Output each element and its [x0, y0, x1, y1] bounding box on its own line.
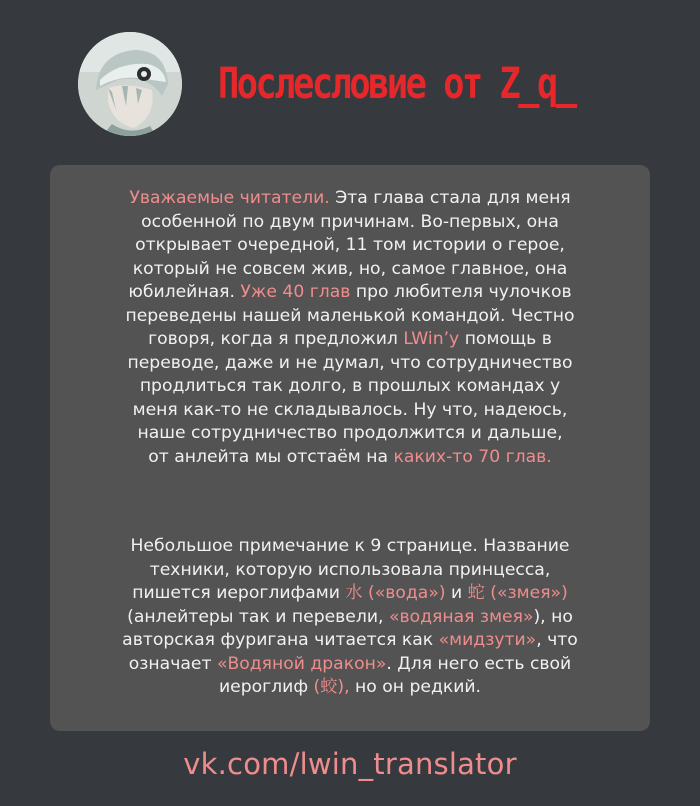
- text-line: [50, 281, 650, 305]
- body-text: и: [445, 583, 468, 603]
- text-line: [50, 629, 650, 653]
- vk-link[interactable]: vk.com/lwin_translator: [183, 747, 517, 781]
- text-line: [50, 653, 650, 677]
- body-text: иероглиф: [218, 677, 314, 697]
- highlighted-text: «водяная змея»: [388, 606, 534, 627]
- body-text: меня как-то не складывалось. Ну что, надеюсь,: [132, 399, 568, 420]
- highlighted-text: 水 («вода»): [345, 583, 446, 603]
- afterword-paragraph: [50, 187, 650, 469]
- note-paragraph: [50, 535, 650, 700]
- body-text: , что: [536, 630, 578, 650]
- body-text: (анлейтеры так и перевели,: [127, 606, 389, 627]
- body-text: техники, которую использовала принцесса,: [149, 559, 551, 580]
- text-line: [50, 559, 650, 583]
- author-avatar: [78, 32, 182, 136]
- body-text: Небольшое примечание к 9 странице. Название: [130, 536, 570, 556]
- body-text: ), но: [533, 606, 573, 627]
- text-line: [50, 446, 650, 470]
- text-line: [50, 352, 650, 376]
- afterword-card: [50, 165, 650, 731]
- body-text: продлиться так долго, в прошлых командах у: [139, 376, 561, 396]
- body-text: который не совсем жив, но, самое главное, она: [132, 258, 568, 279]
- text-line: [50, 535, 650, 559]
- highlighted-text: «мидзути»: [438, 630, 537, 650]
- body-text: говоря, когда я предложил: [148, 329, 404, 349]
- text-line: [50, 211, 650, 235]
- body-text: авторская фуригана читается как: [122, 630, 439, 650]
- text-line: [50, 305, 650, 329]
- body-text: про любителя чулочков: [350, 282, 572, 302]
- text-line: [50, 328, 650, 352]
- highlighted-text: LWin’y: [403, 329, 460, 349]
- body-text: пишется иероглифами: [132, 583, 346, 603]
- text-line: [50, 676, 650, 700]
- body-text: Эта глава стала для меня: [329, 188, 571, 208]
- body-text: переводе, даже и не думал, что сотрудничество: [127, 352, 573, 373]
- text-line: [50, 399, 650, 423]
- body-text: особенной по двум причинам. Во-первых, она: [141, 211, 559, 232]
- page-title: Послесловие от Z_q_: [218, 59, 575, 109]
- highlighted-text: (蛟),: [313, 677, 350, 697]
- body-text: наше сотрудничество продолжится и дальше,: [137, 423, 563, 443]
- body-text: . Для него есть свой: [386, 653, 572, 674]
- body-text: юбилейная.: [128, 282, 241, 302]
- highlighted-text: 蛇 («змея»): [467, 583, 568, 603]
- character-avatar-icon: [78, 32, 182, 136]
- text-line: [50, 422, 650, 446]
- body-text: открывает очередной, 11 том истории о герое,: [135, 235, 565, 255]
- body-text: помощь в: [459, 329, 552, 349]
- body-text: от анлейта мы отстаём на: [148, 446, 394, 467]
- text-line: [50, 606, 650, 630]
- text-line: [50, 375, 650, 399]
- text-line: [50, 234, 650, 258]
- text-line: [50, 258, 650, 282]
- text-line: [50, 187, 650, 211]
- highlighted-text: Уважаемые читатели.: [129, 188, 330, 208]
- highlighted-text: каких-то 70 глав.: [393, 446, 552, 467]
- body-text: переведены нашей маленькой командой. Честно: [125, 305, 575, 326]
- highlighted-text: «Водяной дракон»: [216, 653, 387, 674]
- body-text: означает: [128, 653, 217, 674]
- body-text: но он редкий.: [349, 677, 482, 697]
- highlighted-text: Уже 40 глав: [240, 282, 351, 302]
- text-line: [50, 582, 650, 606]
